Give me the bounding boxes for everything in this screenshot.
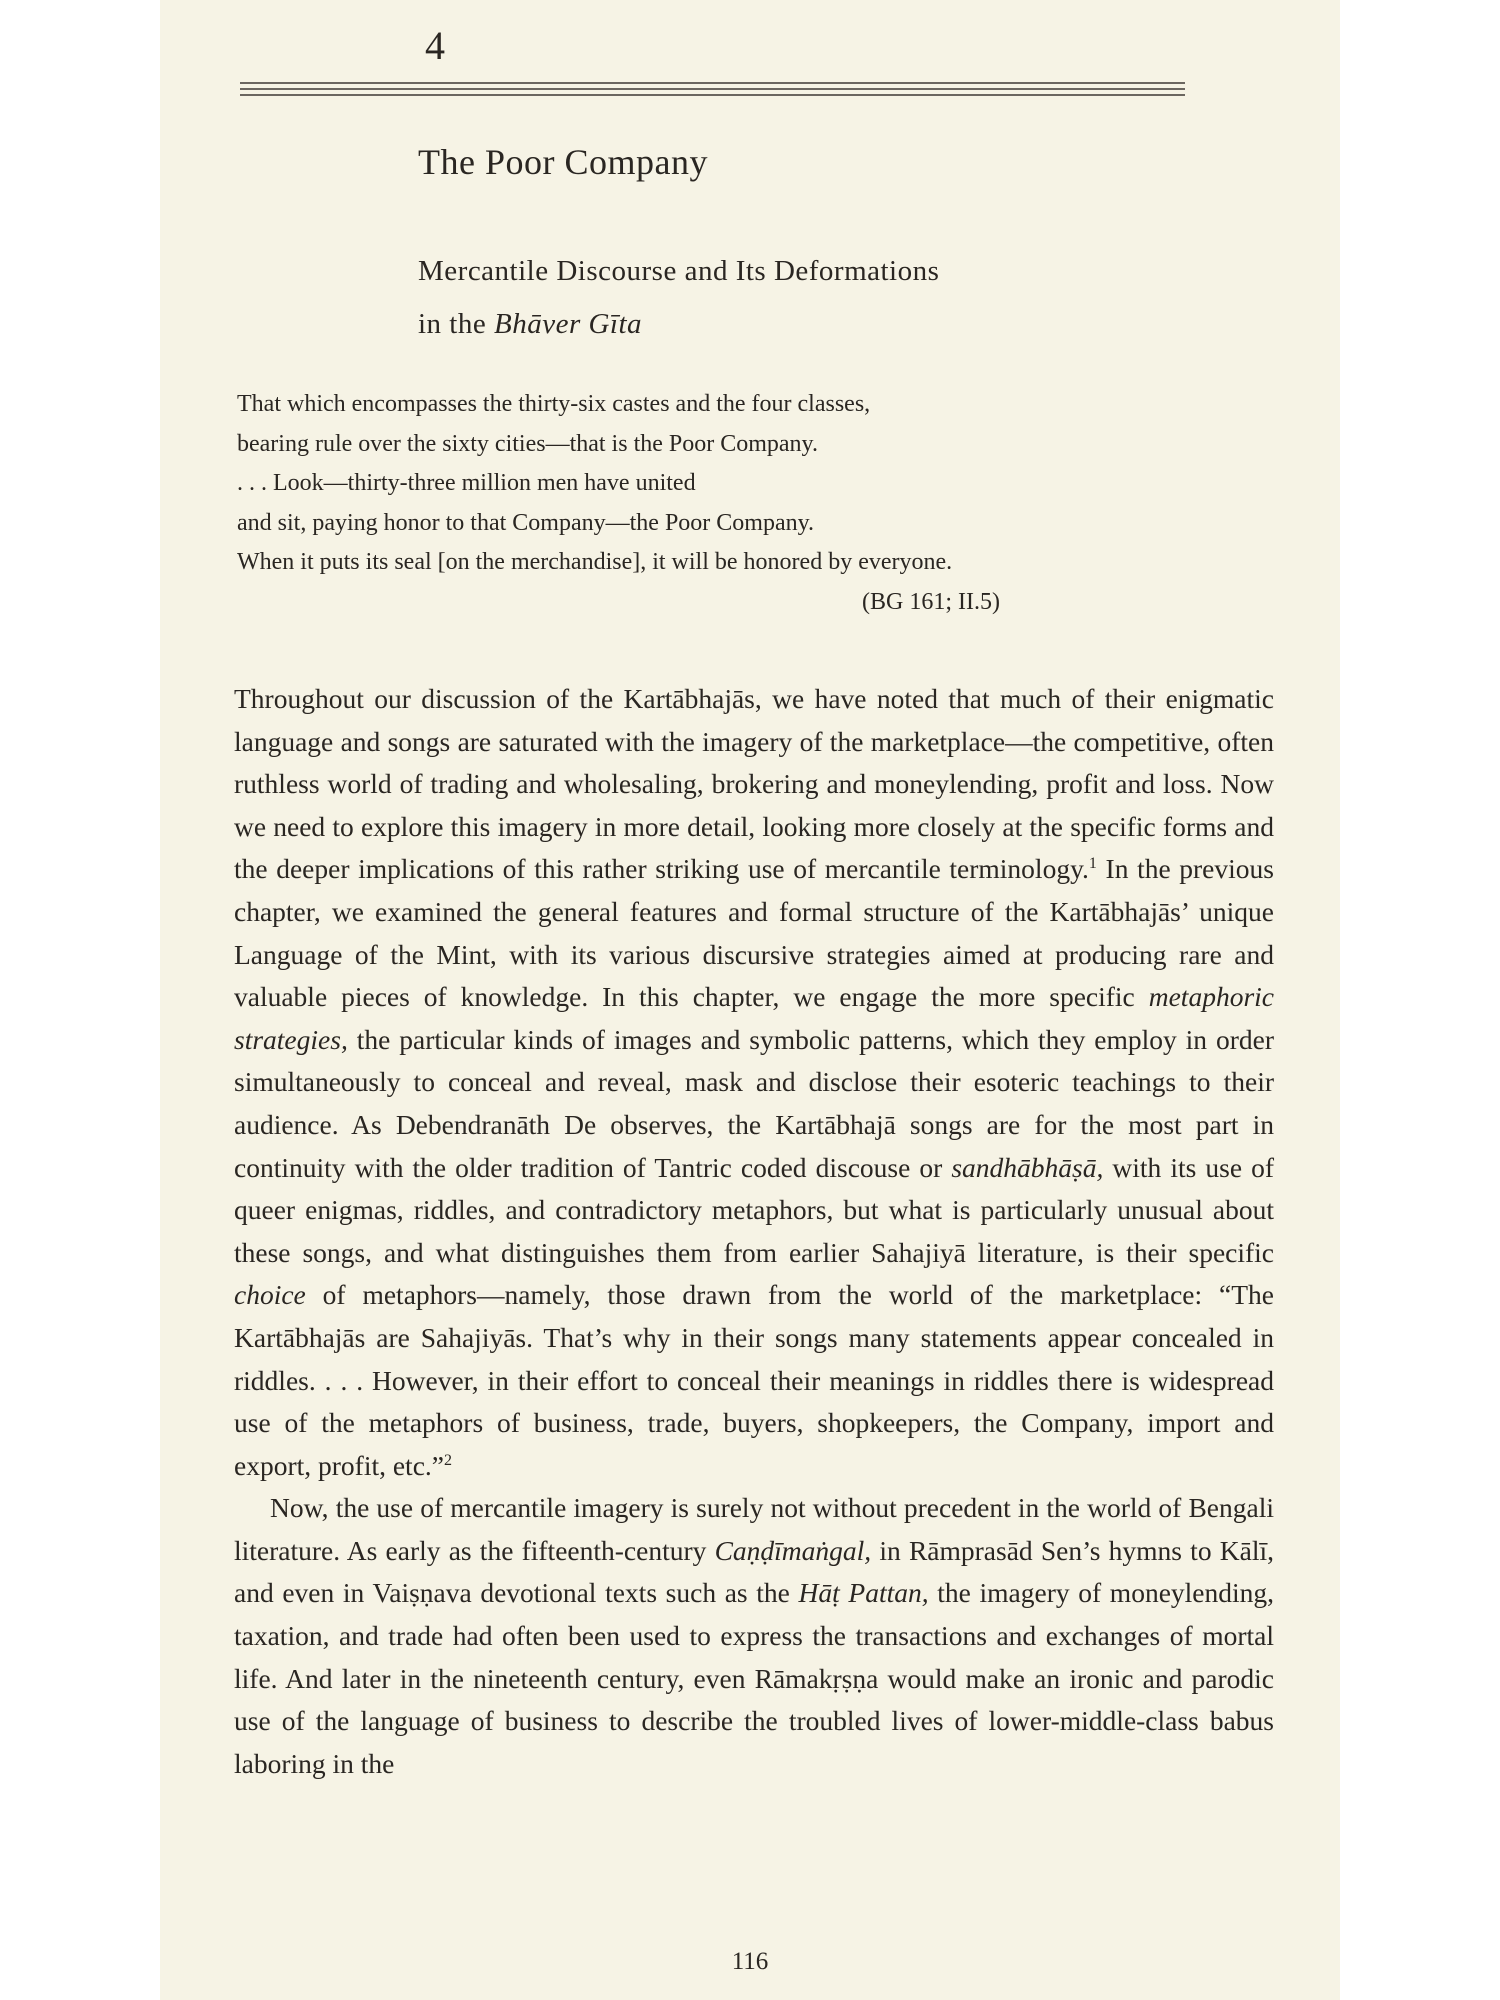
chapter-subtitle — [418, 245, 939, 351]
book-page — [160, 0, 1340, 2000]
epigraph-line: That which encompasses the thirty-six castes and the four classes, — [237, 391, 871, 417]
epigraph — [237, 385, 1177, 622]
text-run: Throughout our discussion of the Kartābhajās, we have noted that much of their enigmatic language and songs are saturated with the imagery of the marketplace—the competitive, often ruthless world of trading and wholesaling, brokering and moneylending, profit and loss. Now we need to explore this imagery in more detail, looking more closely at the specific forms and the deeper implications of this rather striking use of mercantile terminology. — [234, 683, 1274, 885]
emphasis: Caṇḍīmaṅgal, — [714, 1534, 872, 1566]
rule-line — [240, 82, 1185, 84]
chapter-rule — [240, 82, 1185, 102]
text-run: in Rāmprasād Sen’s hymns to Kālī, and even in Vaiṣṇava devotional texts such as the — [234, 1534, 1274, 1609]
subtitle-italic-title: Bhāver Gīta — [494, 308, 643, 340]
chapter-number: 4 — [425, 23, 445, 68]
chapter-title: The Poor Company — [418, 142, 708, 182]
epigraph-line: When it puts its seal [on the merchandise], it will be honored by everyone. — [237, 549, 953, 575]
text-run: with its use of queer enigmas, riddles, and contradictory metaphors, but what is particularly unusual about these songs, and what distinguishes them from earlier Sahajiyā literature, is their specific — [234, 1151, 1274, 1268]
subtitle-prefix: in the — [418, 308, 487, 340]
emphasis: sandhābhāṣā, — [951, 1151, 1104, 1183]
epigraph-citation: (BG 161; II.5) — [862, 588, 1000, 615]
footnote-ref-1: 1 — [1088, 855, 1097, 873]
text-run: the particular kinds of images and symbolic patterns, which they employ in order simultaneously to conceal and reveal, mask and disclose their esoteric teachings to their audience. As Debendranāth De observes, the Kartābhajā songs are for the most part in continuity with the older tradition of Tantric coded discouse or — [234, 1023, 1274, 1183]
paragraph-1 — [234, 678, 1274, 1487]
epigraph-line: . . . Look—thirty-three million men have united — [237, 470, 696, 496]
epigraph-line: bearing rule over the sixty cities—that is the Poor Company. — [237, 430, 818, 457]
body-text — [234, 678, 1274, 1785]
rule-line — [240, 88, 1185, 90]
footnote-ref-2: 2 — [443, 1451, 452, 1469]
epigraph-line: and sit, paying honor to that Company—the Poor Company. — [237, 509, 815, 536]
page-number: 116 — [731, 1948, 769, 1975]
emphasis: metaphoric strategies, — [234, 981, 1274, 1055]
text-run: the imagery of moneylending, taxation, and trade had often been used to express the transactions and exchanges of mortal life. And later in the nineteenth century, even Rāmakṛṣṇa would make an ironic and parodic use of the language of business to describe the troubled lives of lower-middle-class babus laboring in the — [234, 1577, 1275, 1779]
text-run: Now, the use of mercantile imagery is surely not without precedent in the world of Bengali literature. As early as the fifteenth-century — [234, 1492, 1274, 1566]
subtitle-line-2 — [418, 298, 939, 351]
rule-line — [240, 94, 1185, 96]
emphasis: Hāṭ Pattan, — [798, 1577, 929, 1609]
text-run: In the previous chapter, we examined the general features and formal structure of the Kartābhajās’ unique Language of the Mint, with its various discursive strategies aimed at producing rare and valuable pieces of knowledge. In this chapter, we engage the more specific — [234, 853, 1274, 1013]
paragraph-2 — [234, 1487, 1274, 1785]
text-run: of metaphors—namely, those drawn from the world of the marketplace: “The Kartābhajās are Sahajiyās. That’s why in their songs many statements appear concealed in riddles. . . . However, in their effort to conceal their meanings in riddles there is widespread use of the metaphors of business, trade, buyers, shopkeepers, the Company, import and export, profit, etc.” — [234, 1279, 1274, 1481]
subtitle-line-1: Mercantile Discourse and Its Deformations — [418, 255, 940, 287]
emphasis: choice — [234, 1279, 306, 1311]
